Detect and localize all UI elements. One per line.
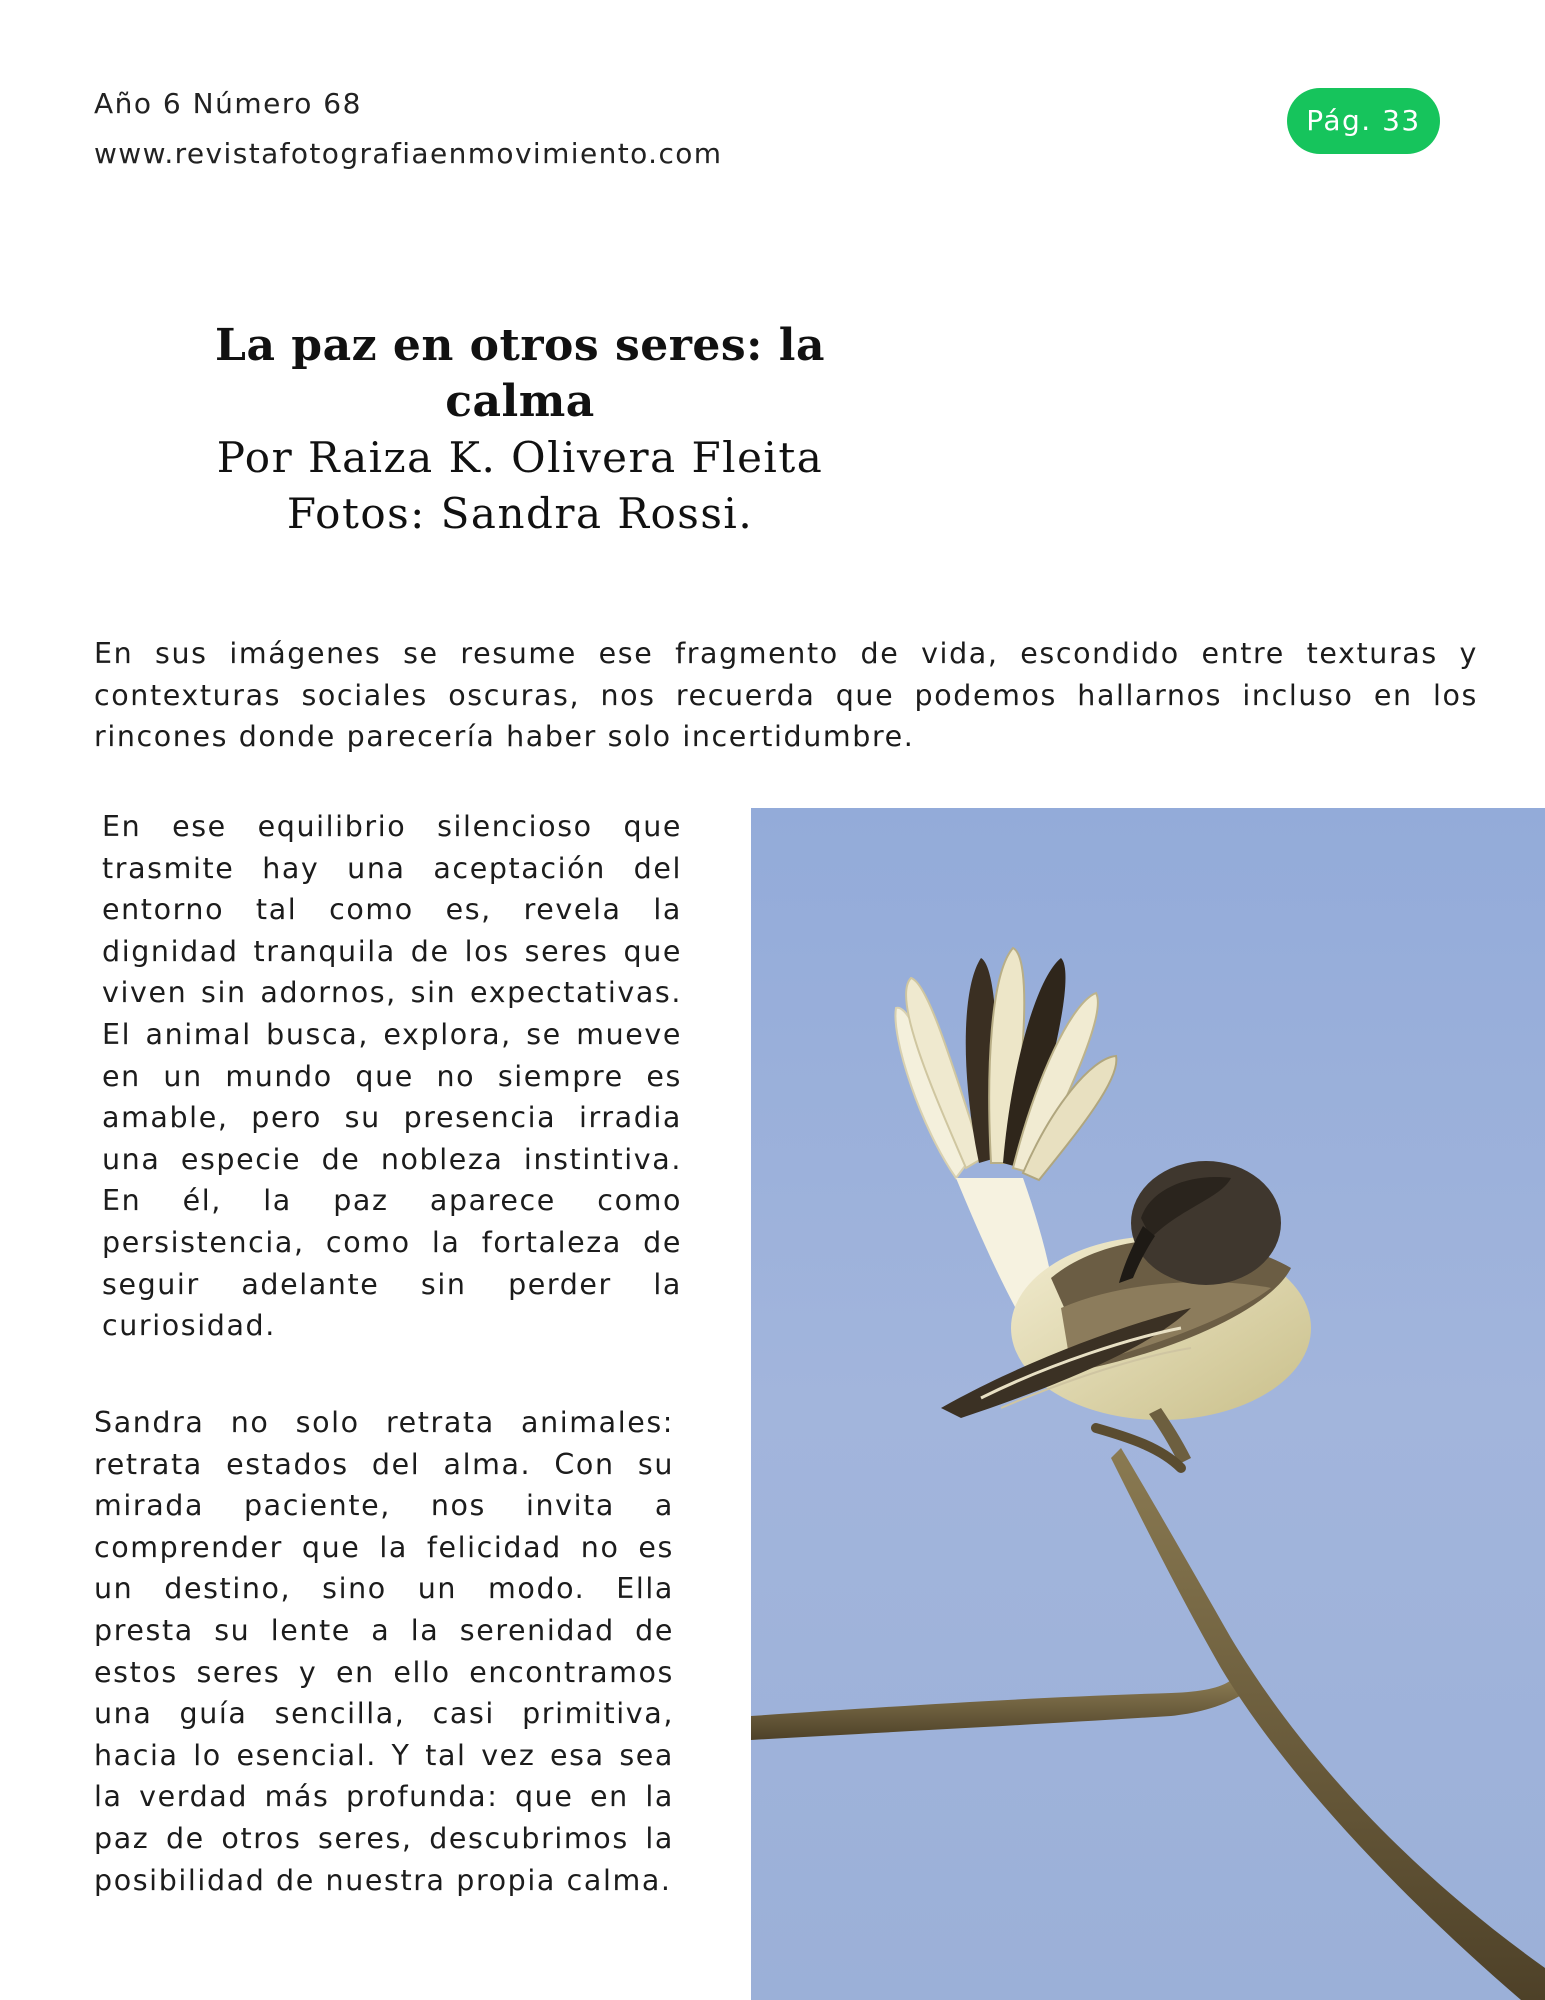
body-paragraph-1: En ese equilibrio silencioso que trasmite hay una aceptación del entorno tal como es, revela la dignidad tranquila de los seres que viven sin adornos, sin expectativas. El animal busca, explora, se mueve en un mundo que no siempre es amable, pero su presencia irradia una especie de nobleza instintiva. En él, la paz aparece como persistencia, como la fortaleza de seguir adelante sin perder la curiosidad. bbox=[102, 810, 682, 1343]
bird-photo bbox=[751, 808, 1545, 2000]
intro-paragraph: En sus imágenes se resume ese fragmento de vida, escondido entre texturas y contexturas sociales oscuras, nos recuerda que podemos hallarnos incluso en los rincones donde parecería haber solo incertidumbre. bbox=[94, 637, 1478, 754]
body-paragraph-2: Sandra no solo retrata animales: retrata estados del alma. Con su mirada paciente, nos invita a comprender que la felicidad no es un destino, sino un modo. Ella presta su lente a la serenidad de estos seres y en ello encontramos una guía sencilla, casi primitiva, hacia lo esencial. Y tal vez esa sea la verdad más profunda: que en la paz de otros seres, descubrimos la posibilidad de nuestra propia calma. bbox=[94, 1406, 674, 1897]
issue-number: Año 6 Número 68 bbox=[94, 87, 362, 120]
article-heading bbox=[140, 318, 900, 542]
article-title: La paz en otros seres: la calma bbox=[215, 320, 825, 427]
page-number-badge: Pág. 33 bbox=[1287, 88, 1440, 154]
website-url[interactable]: www.revistafotografiaenmovimiento.com bbox=[94, 137, 723, 170]
photo-credit: Fotos: Sandra Rossi. bbox=[286, 489, 754, 538]
article-author: Por Raiza K. Olivera Fleita bbox=[216, 433, 824, 482]
